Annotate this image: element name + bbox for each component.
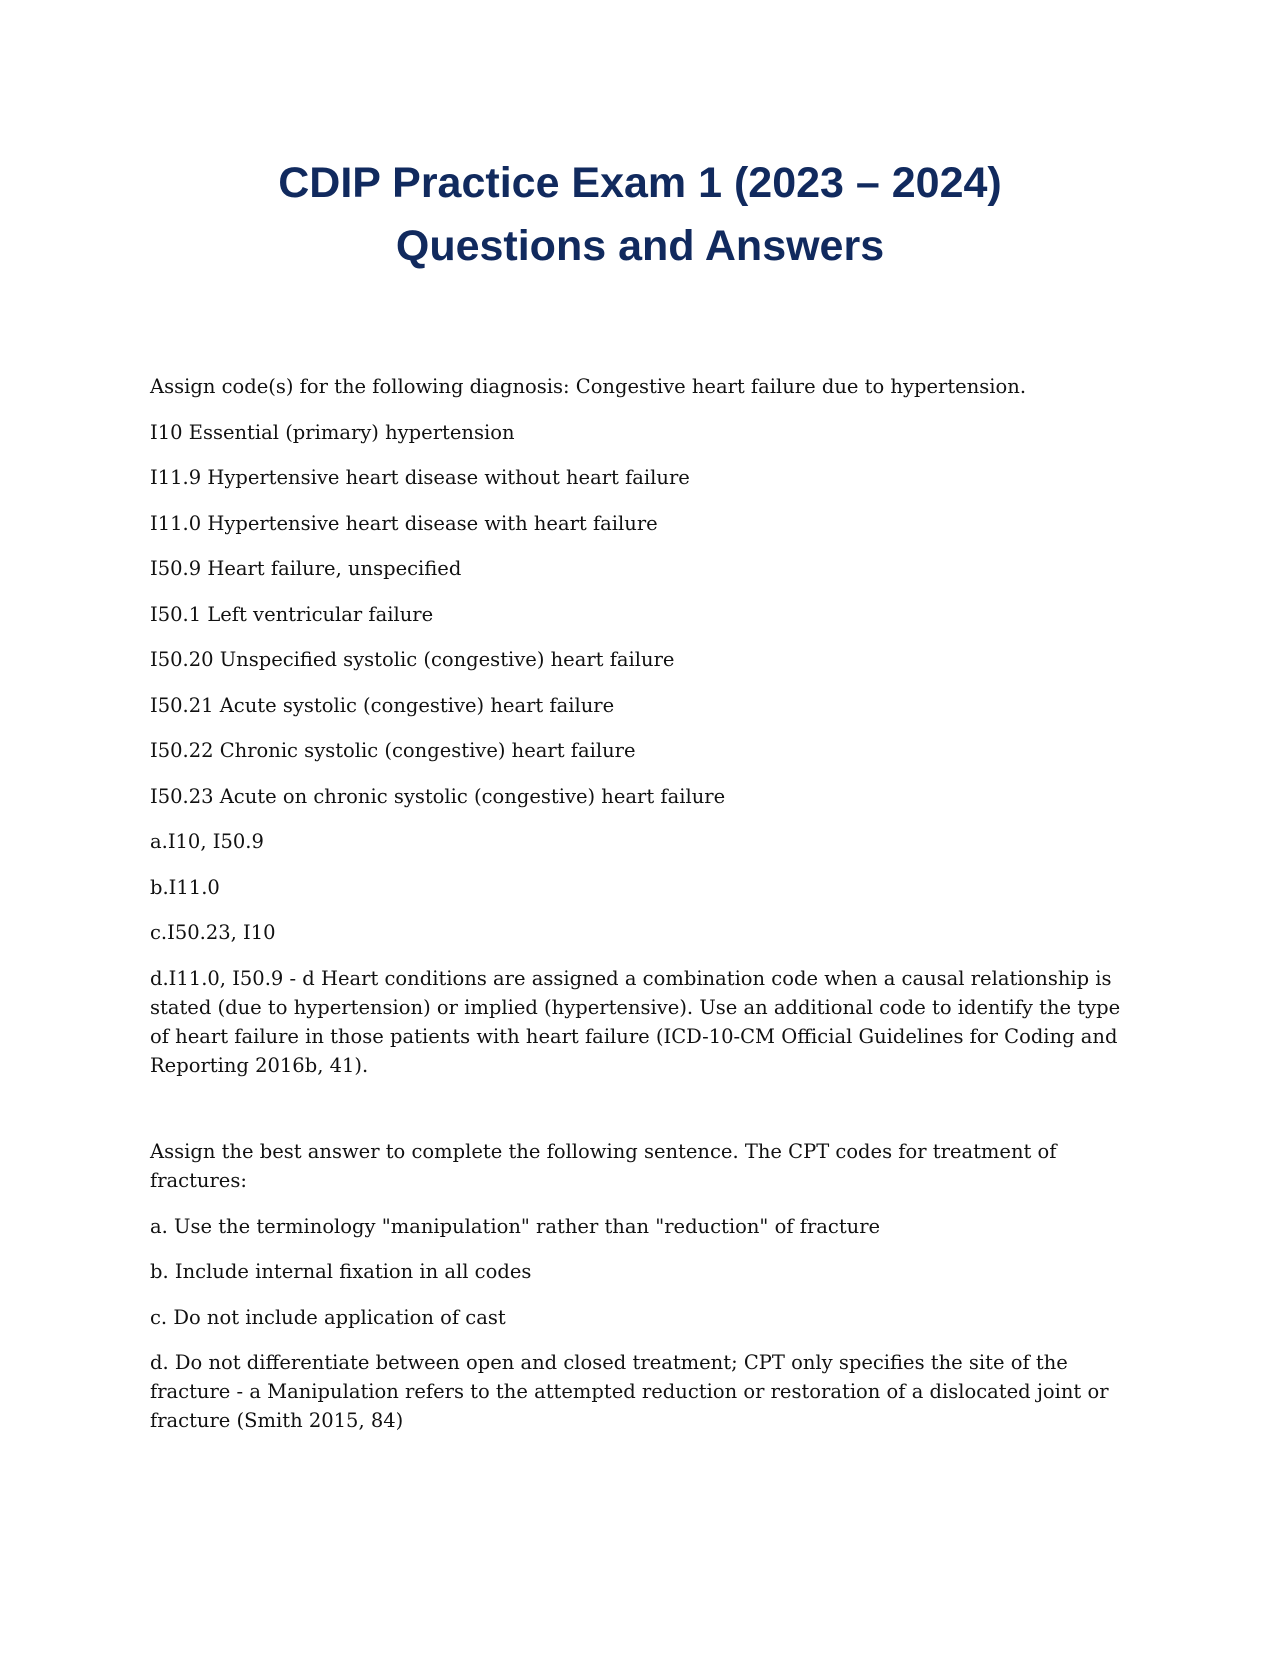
answer-option-d: d.I11.0, I50.9 - d Heart conditions are assigned a combination code when a causal relationship is stated (due to hypertension) or implied (hypertensive). Use an additional code to identify the type of heart failure in those patients with heart failure (ICD-10-CM Official Guidelines for Coding and Reporting 2016b, 41). bbox=[150, 966, 1121, 1077]
title-line-1: CDIP Practice Exam 1 (2023 – 2024) bbox=[278, 159, 1002, 207]
title-line-2: Questions and Answers bbox=[395, 222, 885, 270]
answer-option-d: d. Do not differentiate between open and closed treatment; CPT only specifies the site of the fracture - a Manipulation refers to the attempted reduction or restoration of a dislocated joint or fracture (Smith 2015, 84) bbox=[150, 1351, 1109, 1432]
code-line: I11.0 Hypertensive heart disease with heart failure bbox=[150, 511, 658, 535]
answer-option-c: c.I50.23, I10 bbox=[150, 921, 276, 944]
question-1-prompt: Assign code(s) for the following diagnosis: Congestive heart failure due to hypertension. bbox=[150, 375, 1027, 398]
document-body bbox=[150, 372, 1130, 1452]
answer-option-a: a. Use the terminology "manipulation" rather than "reduction" of fracture bbox=[150, 1214, 881, 1238]
code-line: I50.21 Acute systolic (congestive) heart failure bbox=[150, 693, 615, 717]
code-line: I50.23 Acute on chronic systolic (congestive) heart failure bbox=[150, 784, 726, 808]
question-1 bbox=[150, 372, 1130, 1080]
code-line: I50.20 Unspecified systolic (congestive) heart failure bbox=[150, 648, 675, 671]
answer-option-b: b. Include internal fixation in all codes bbox=[150, 1260, 532, 1283]
document-title bbox=[150, 152, 1130, 278]
section-spacer bbox=[150, 1096, 1130, 1137]
code-line: I50.22 Chronic systolic (congestive) heart failure bbox=[150, 739, 636, 762]
code-line: I50.1 Left ventricular failure bbox=[150, 602, 434, 626]
question-2 bbox=[150, 1137, 1130, 1435]
question-2-prompt: Assign the best answer to complete the following sentence. The CPT codes for treatment of fractures: bbox=[150, 1140, 1057, 1192]
code-line: I50.9 Heart failure, unspecified bbox=[150, 557, 462, 580]
code-line: I10 Essential (primary) hypertension bbox=[150, 420, 515, 444]
answer-option-c: c. Do not include application of cast bbox=[150, 1305, 506, 1329]
code-line: I11.9 Hypertensive heart disease without heart failure bbox=[150, 466, 690, 489]
answer-option-a: a.I10, I50.9 bbox=[150, 830, 264, 853]
answer-option-b: b.I11.0 bbox=[150, 875, 220, 899]
